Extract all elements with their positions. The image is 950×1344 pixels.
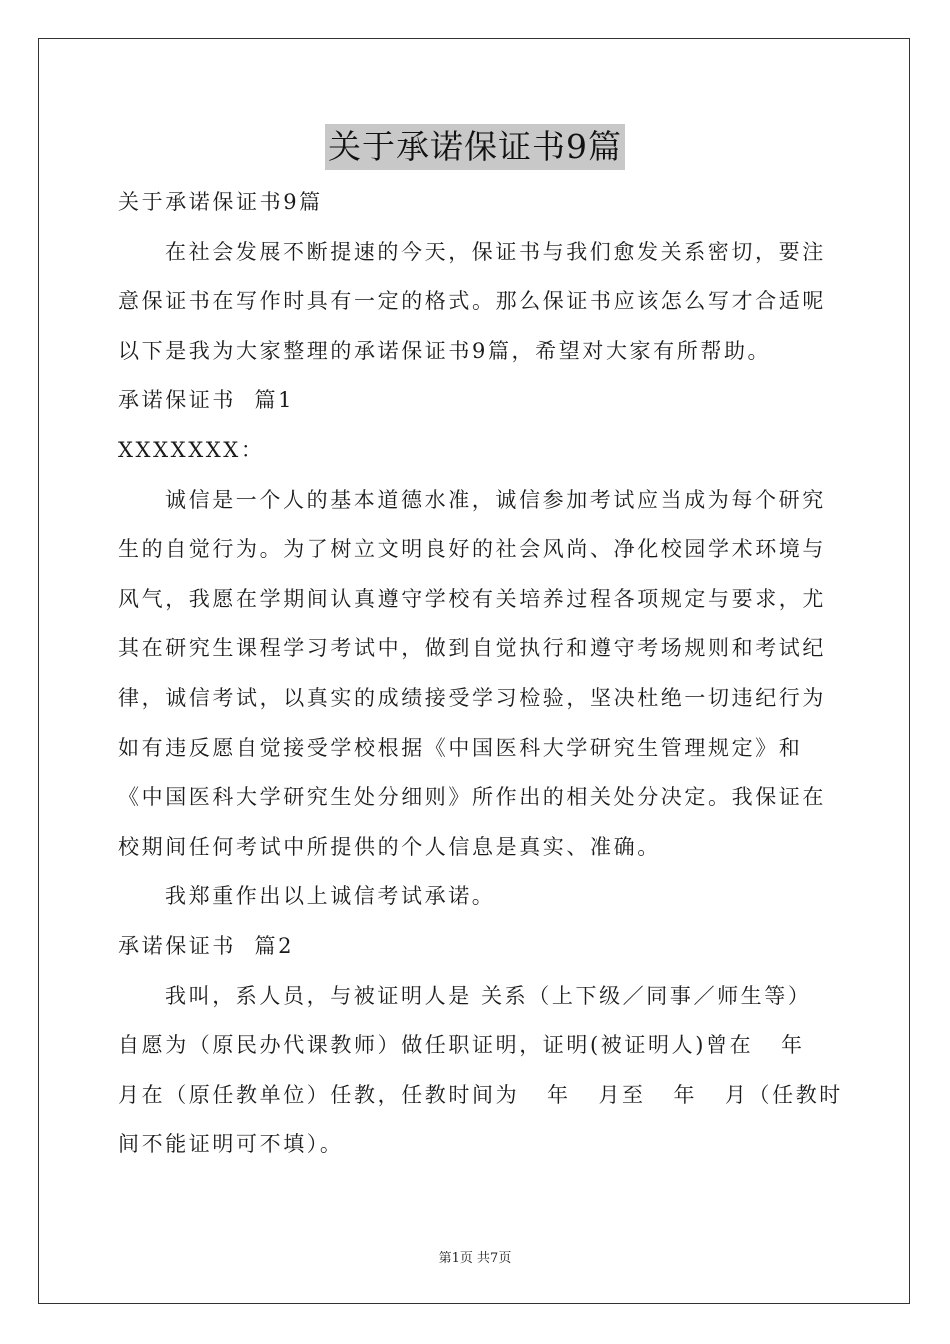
paragraph-line: 其在研究生课程学习考试中，做到自觉执行和遵守考场规则和考试纪 <box>118 636 826 661</box>
paragraph-line: 生的自觉行为。为了树立文明良好的社会风尚、净化校园学术环境与 <box>118 537 826 562</box>
paragraph-line: 校期间任何考试中所提供的个人信息是真实、准确。 <box>118 834 661 859</box>
paragraph-line: 我郑重作出以上诚信考试承诺。 <box>165 884 496 909</box>
paragraph-line: 月在（原任教单位）任教，任教时间为 年 月至 年 月（任教时 <box>118 1082 843 1107</box>
document-body <box>118 178 843 1170</box>
paragraph-line: 承诺保证书 篇1 <box>118 388 295 413</box>
paragraph-line: 如有违反愿自觉接受学校根据《中国医科大学研究生管理规定》和 <box>118 735 803 760</box>
document-title: 关于承诺保证书9篇 <box>325 124 625 170</box>
paragraph-line: 《中国医科大学研究生处分细则》所作出的相关处分决定。我保证在 <box>118 785 826 810</box>
title-container <box>0 124 950 170</box>
paragraph-line: 关于承诺保证书9篇 <box>118 190 323 214</box>
paragraph-line: 间不能证明可不填）。 <box>118 1132 344 1157</box>
paragraph-line: 在社会发展不断提速的今天，保证书与我们愈发关系密切，要注 <box>165 239 826 264</box>
paragraph-line: 自愿为（原民办代课教师）做任职证明，证明(被证明人)曾在 年 <box>118 1033 805 1058</box>
paragraph-line: XXXXXXX： <box>118 437 265 462</box>
paragraph-line: 律，诚信考试，以真实的成绩接受学习检验，坚决杜绝一切违纪行为 <box>118 685 826 710</box>
paragraph-line: 我叫，系人员，与被证明人是 关系（上下级／同事／师生等） <box>165 983 812 1008</box>
paragraph-line: 诚信是一个人的基本道德水准，诚信参加考试应当成为每个研究 <box>165 487 826 512</box>
page-footer: 第1页 共7页 <box>438 1251 512 1266</box>
paragraph-line: 意保证书在写作时具有一定的格式。那么保证书应该怎么写才合适呢 <box>118 289 826 314</box>
paragraph-line: 以下是我为大家整理的承诺保证书9篇，希望对大家有所帮助。 <box>118 338 772 363</box>
paragraph-line: 风气，我愿在学期间认真遵守学校有关培养过程各项规定与要求，尤 <box>118 586 826 611</box>
paragraph-line: 承诺保证书 篇2 <box>118 933 295 958</box>
